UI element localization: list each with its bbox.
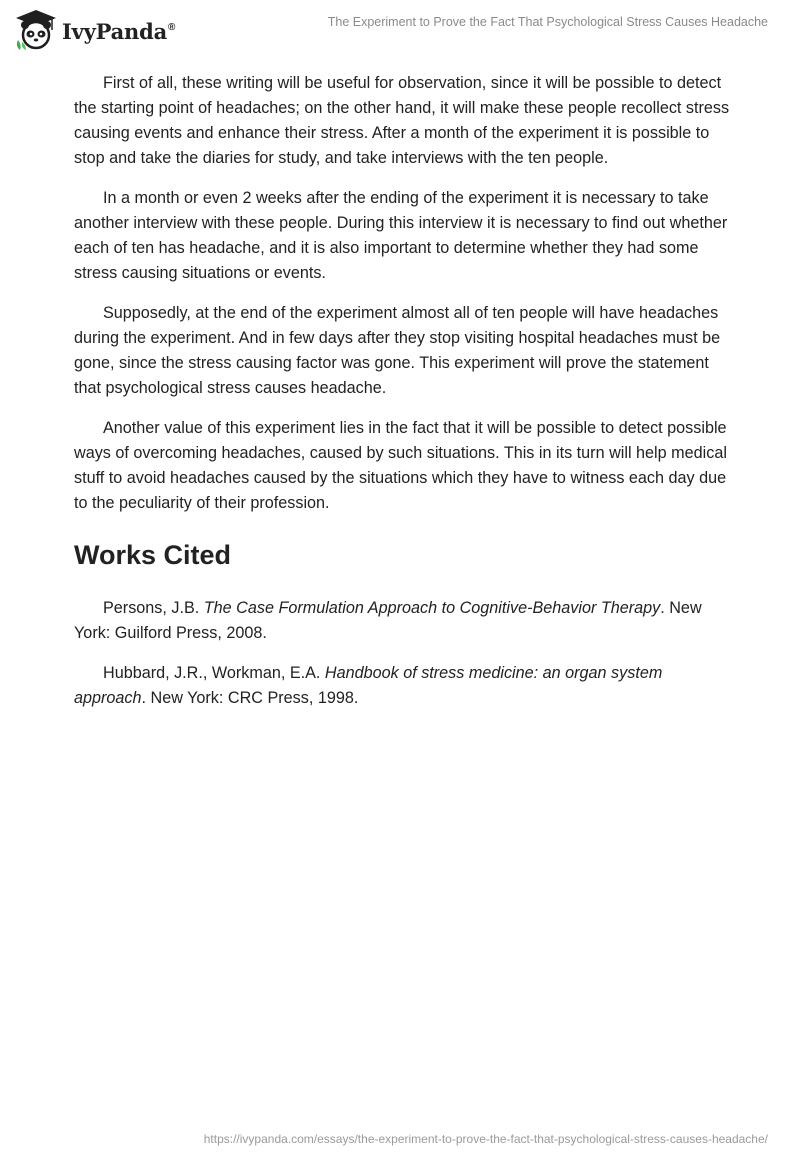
ivypanda-logo[interactable] <box>14 8 175 52</box>
citation-publisher: . New York: Guilford Press, 2008. <box>74 599 702 642</box>
essay-content <box>74 71 734 726</box>
body-paragraph-3: Supposedly, at the end of the experiment almost all of ten people will have headaches during the experiment. And in few days after they stop visiting hospital headaches must be gone, since the stress causing factor was gone. This experiment will prove the statement that psychological stress causes headache. <box>74 304 721 397</box>
works-cited-heading: Works Cited <box>74 540 232 570</box>
citation-title: The Case Formulation Approach to Cognitive-Behavior Therapy <box>203 599 661 617</box>
source-url-link[interactable]: https://ivypanda.com/essays/the-experiment-to-prove-the-fact-that-psychological-stress-causes-headache/ <box>203 1132 768 1146</box>
citation-authors: Hubbard, J.R., Workman, E.A. <box>103 664 325 682</box>
panda-graduate-icon <box>14 8 58 52</box>
body-paragraph-4: Another value of this experiment lies in the fact that it will be possible to detect possible ways of overcoming headaches, caused by such situations. This in its turn will help medical stuff to avoid headaches caused by the situations which they have to witness each day due to the peculiarity of their profession. <box>74 419 727 512</box>
citation-title: Handbook of stress medicine: an organ system approach <box>74 664 663 707</box>
page-header <box>0 0 800 60</box>
document-title: The Experiment to Prove the Fact That Psychological Stress Causes Headache <box>327 15 768 29</box>
body-paragraph-1: First of all, these writing will be useful for observation, since it will be possible to detect the starting point of headaches; on the other hand, it will make these people recollect stress causing events and enhance their stress. After a month of the experiment it is possible to stop and take the diaries for study, and take interviews with the ten people. <box>74 74 730 167</box>
citation-2 <box>74 661 734 711</box>
citation-1 <box>74 596 734 646</box>
citation-authors: Persons, J.B. <box>103 599 204 617</box>
citation-publisher: . New York: CRC Press, 1998. <box>141 689 359 707</box>
body-paragraph-2: In a month or even 2 weeks after the ending of the experiment it is necessary to take another interview with these people. During this interview it is necessary to find out whether each of ten has headache, and it is also important to determine whether they had some stress causing situations or events. <box>74 189 728 282</box>
logo-wordmark: IvyPanda® <box>62 18 176 44</box>
